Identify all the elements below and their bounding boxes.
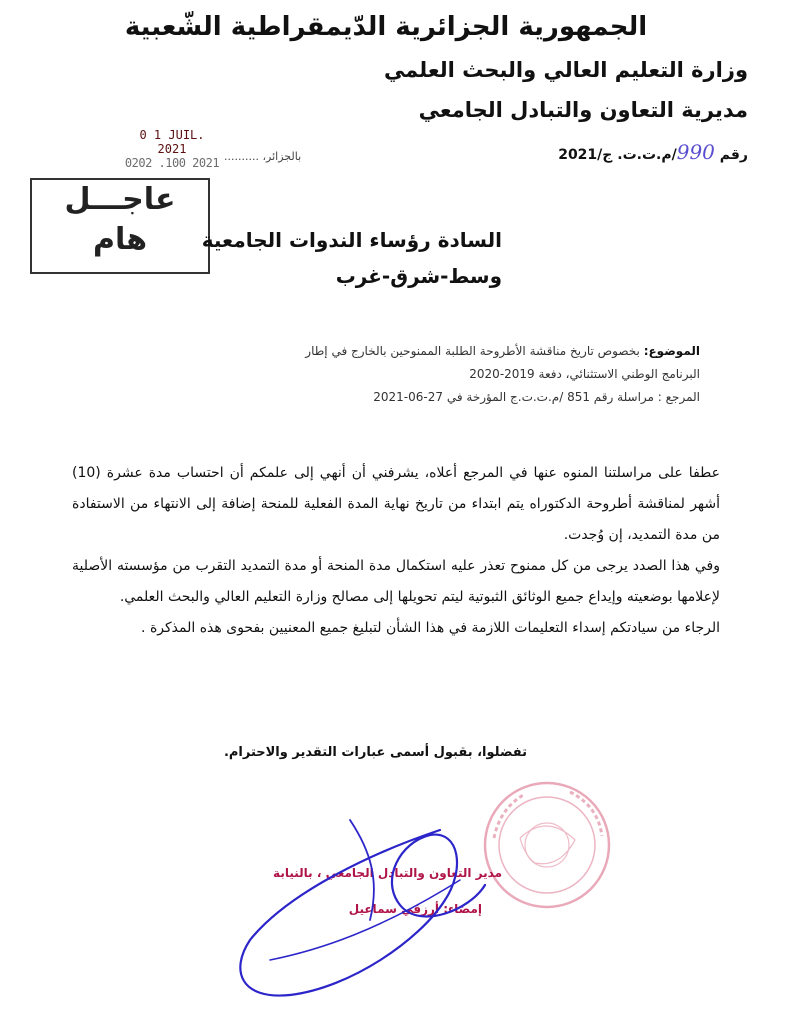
ref-suffix: /م.ت.ت. ج/2021 [558, 147, 677, 163]
ref-prefix: رقم [719, 147, 748, 163]
directorate-header: مديرية التعاون والتبادل الجامعي [418, 98, 748, 122]
subject-label: الموضوع: [643, 344, 700, 358]
republic-header: الجمهورية الجزائرية الدّيمقراطية الشّعبية [124, 12, 648, 42]
letter-body [72, 458, 720, 644]
stamp-date-ghost: 0202 .100 2021 [124, 156, 220, 170]
subject-text: بخصوص تاريخ مناقشة الأطروحة الطلبة الممنوحين بالخارج في إطار [305, 344, 640, 358]
signatory-name: إمضاء: أرزقي سماعيل [348, 902, 482, 916]
important-label: هام [92, 222, 148, 257]
ref-number: 990 [676, 140, 715, 164]
recipient-block [202, 222, 502, 294]
subject-block [240, 340, 700, 409]
reference-line: المرجع : مراسلة رقم 851 /م.ت.ت.ج المؤرخة في 27-06-2021 [373, 390, 700, 404]
subject-text-2: البرنامج الوطني الاستثنائي، دفعة 2019-2020 [469, 367, 700, 381]
recipient-regions: وسط-شرق-غرب [335, 264, 502, 288]
official-seal-icon [480, 778, 615, 913]
stamp-date: 0 1 JUIL. 2021 [139, 128, 205, 156]
place-line: بالجزائر، .......... [224, 150, 302, 163]
ministry-header: وزارة التعليم العالي والبحث العلمي [383, 58, 748, 82]
closing-line: تفضلوا، بقبول أسمى عبارات التقدير والاحترام. [223, 745, 527, 760]
body-paragraph-2: وفي هذا الصدد يرجى من كل ممنوح تعذر عليه استكمال مدة المنحة أو مدة التمديد التقرب من مؤسسته الأصلية لإعلامها بوضعيته وإيداع جميع الوثائق الثبوتية ليتم تحويلها إلى مصالح وزارة التعليم العالي والبحث العلمي. [72, 558, 720, 605]
urgent-box [30, 178, 210, 274]
urgent-label: عاجـــل [64, 182, 176, 217]
date-stamp [124, 128, 220, 170]
recipient-line: السادة رؤساء الندوات الجامعية [201, 228, 502, 252]
body-paragraph-1: عطفا على مراسلتنا المنوه عنها في المرجع أعلاه، يشرفني أن أنهي إلى علمكم أن احتساب مدة عشرة (10) أشهر لمناقشة أطروحة الدكتوراه يتم ابتداء من تاريخ نهاية المدة الفعلية للمنحة إضافة إلى الانتهاء من الاستفادة من مدة التمديد، إن وُجدت. [72, 465, 720, 543]
reference-number-line [558, 140, 748, 164]
body-paragraph-3: الرجاء من سيادتكم إسداء التعليمات اللازمة في هذا الشأن لتبليغ جميع المعنيين بفحوى هذه المذكرة . [141, 620, 720, 636]
signatory-title: مدير التعاون والتبادل الجامعي ، بالنيابة [273, 866, 502, 880]
handwritten-signature-icon [230, 790, 490, 1010]
